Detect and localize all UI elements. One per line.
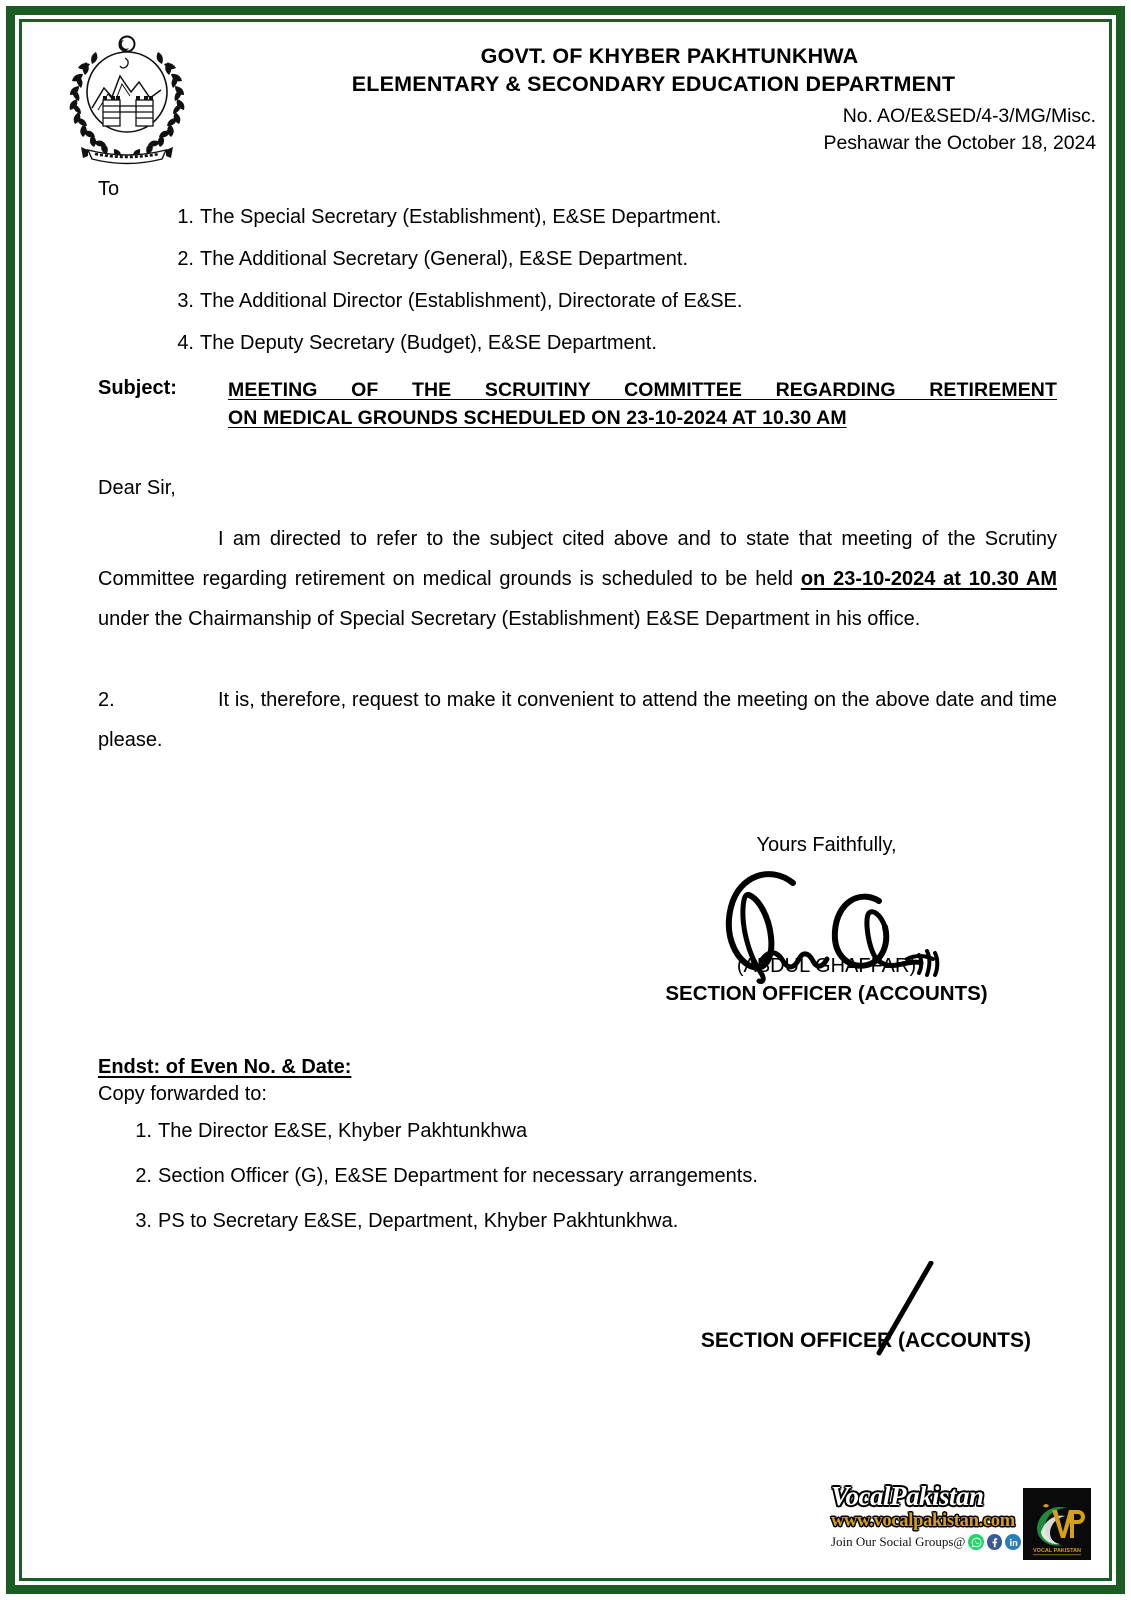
meeting-datetime-highlight: on 23-10-2024 at 10.30 AM xyxy=(800,567,1057,590)
paragraph-2-number: 2. xyxy=(98,689,115,712)
signatory-name: (ABDUL GHAFFAR) xyxy=(736,955,917,978)
watermark-brand: VocalPakistan xyxy=(831,1481,984,1511)
department-title-line: ELEMENTARY & SECONDARY EDUCATION DEPARTMENT xyxy=(351,72,956,96)
list-item-number: 4. xyxy=(177,332,194,354)
list-item-label: The Additional Secretary (General), E&SE Department. xyxy=(200,248,689,270)
list-item-label: The Director E&SE, Khyber Pakhtunkhwa xyxy=(158,1120,528,1143)
list-item-number: 3. xyxy=(177,290,194,312)
place-and-date: Peshawar the October 18, 2024 xyxy=(823,132,1096,154)
govt-title-line: GOVT. OF KHYBER PAKHTUNKHWA xyxy=(480,44,859,68)
letter-body xyxy=(22,178,1109,1353)
signature-block xyxy=(98,834,1057,1006)
watermark-url: www.vocalpakistan.com xyxy=(831,1511,1015,1532)
watermark-vocal-pakistan xyxy=(831,1482,1091,1574)
list-item-number: 2. xyxy=(177,248,194,270)
endorsement-title: Endst: of Even No. & Date: xyxy=(98,1056,352,1079)
subject-text xyxy=(228,377,1057,432)
endorsement-section xyxy=(98,1056,1057,1233)
letter-page xyxy=(22,22,1109,1578)
list-item xyxy=(177,206,1057,228)
list-item xyxy=(177,290,1057,312)
closing-salutation: Yours Faithfully, xyxy=(756,834,897,857)
list-item-label: The Additional Director (Establishment), Directorate of E&SE. xyxy=(200,290,743,312)
list-item xyxy=(135,1210,1057,1233)
subject-line-1: MEETING OF THE SCRUITINY COMMITTEE REGARDING RETIREMENT xyxy=(228,379,1057,401)
facebook-icon[interactable] xyxy=(987,1534,1003,1550)
reference-number: No. AO/E&SED/4-3/MG/Misc. xyxy=(842,105,1096,127)
copy-forwarded-list xyxy=(98,1120,1057,1233)
list-item-label: The Deputy Secretary (Budget), E&SE Department. xyxy=(200,332,657,354)
subject-line-2: ON MEDICAL GROUNDS SCHEDULED ON 23-10-2024 AT 10.30 AM xyxy=(228,406,847,429)
govt-of-khyber-pakhtunkhwa-emblem xyxy=(68,34,186,166)
list-item xyxy=(177,332,1057,354)
signatory-designation: SECTION OFFICER (ACCOUNTS) xyxy=(665,982,988,1006)
list-item-number: 2. xyxy=(135,1165,152,1188)
paragraph-1 xyxy=(98,520,1057,639)
recipient-list xyxy=(98,207,1057,353)
vocal-pakistan-logo xyxy=(1023,1488,1091,1560)
paragraph-2 xyxy=(98,681,1057,760)
bottom-designation: SECTION OFFICER (ACCOUNTS) xyxy=(700,1329,1031,1353)
endorsement-subtitle: Copy forwarded to: xyxy=(98,1083,267,1106)
list-item xyxy=(135,1165,1057,1188)
salutation: Dear Sir, xyxy=(98,477,176,500)
svg-text:VOCAL PAKISTAN: VOCAL PAKISTAN xyxy=(1033,1548,1081,1554)
whatsapp-icon[interactable] xyxy=(968,1534,984,1550)
subject-row xyxy=(98,377,1057,432)
list-item-label: The Special Secretary (Establishment), E&SE Department. xyxy=(200,206,722,228)
list-item-label: Section Officer (G), E&SE Department for necessary arrangements. xyxy=(158,1165,758,1188)
linkedin-icon[interactable] xyxy=(1005,1534,1021,1550)
paragraph-1-part-1: I am directed to refer to the subject cited above and to state that meeting of the Scrutiny Committee regarding retirement on medical grounds is scheduled to be held xyxy=(98,528,1057,590)
letter-header xyxy=(22,22,1109,172)
list-item xyxy=(135,1120,1057,1143)
list-item-number: 3. xyxy=(135,1210,152,1233)
paragraph-2-text: It is, therefore, request to make it convenient to attend the meeting on the above date and time please. xyxy=(98,689,1057,751)
list-item-label: PS to Secretary E&SE, Department, Khyber Pakhtunkhwa. xyxy=(158,1210,679,1233)
subject-label: Subject: xyxy=(98,377,177,399)
list-item-number: 1. xyxy=(177,206,194,228)
watermark-social-text: Join Our Social Groups@ xyxy=(831,1534,966,1550)
paragraph-1-part-2: under the Chairmanship of Special Secretary (Establishment) E&SE Department in his office. xyxy=(98,607,921,630)
to-label: To xyxy=(98,178,120,200)
list-item-number: 1. xyxy=(135,1120,152,1143)
watermark-social-row xyxy=(831,1534,1021,1550)
bottom-designation-wrap xyxy=(98,1329,1057,1353)
list-item xyxy=(177,248,1057,270)
